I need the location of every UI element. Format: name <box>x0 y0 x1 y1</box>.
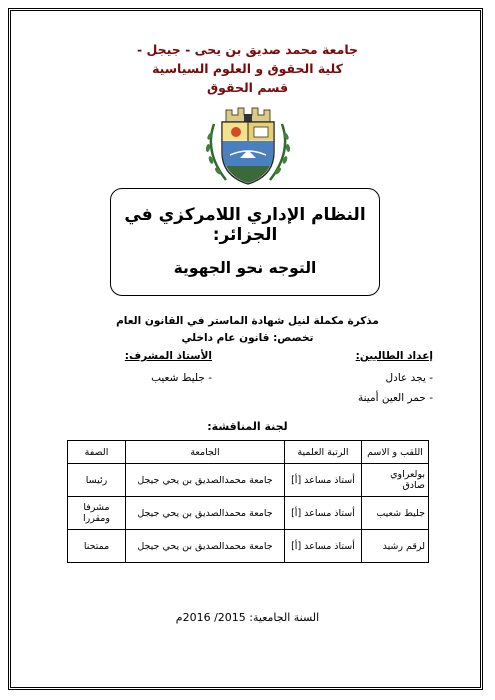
table-row <box>68 464 429 497</box>
memo-degree: مذكرة مكملة لنيل شهادة الماستر في القانون العام <box>116 315 379 327</box>
academic-year: السنة الجامعية: 2015/ 2016م <box>175 611 320 624</box>
thesis-title-box <box>110 188 380 296</box>
col-header-university: الجامعة <box>126 441 285 464</box>
student-name-1: - يجد عادل <box>385 372 433 384</box>
cell-role: ممتحنا <box>68 530 126 563</box>
supervisor-label: الأستاذ المشرف: <box>124 350 212 362</box>
cell-university: جامعة محمدالصديق بن يحي جيجل <box>126 530 285 563</box>
memo-description <box>0 313 495 347</box>
department-name: قسم الحقوق <box>206 80 289 95</box>
col-header-rank: الرتبة العلمية <box>285 441 362 464</box>
cell-rank: أستاذ مساعد [أ] <box>285 497 362 530</box>
cell-name: جليط شعيب <box>362 497 429 530</box>
institution-header <box>0 40 495 97</box>
supervisor-block <box>62 350 212 384</box>
students-block <box>283 350 433 404</box>
student-name-2: - حمر العين أمينة <box>357 392 433 404</box>
students-label: إعداد الطالبين: <box>355 350 433 362</box>
university-name: جامعة محمد صديق بن يحى - جيجل - <box>136 42 359 57</box>
table-row <box>68 497 429 530</box>
committee-table <box>67 440 429 563</box>
supervisor-name: - جليط شعيب <box>151 372 212 384</box>
committee-title: لجنة المناقشة: <box>207 420 288 433</box>
table-header-row <box>68 441 429 464</box>
col-header-name: اللقب و الاسم <box>362 441 429 464</box>
memo-specialty: تخصص: قانون عام داخلي <box>181 332 314 344</box>
cell-role: رئيسا <box>68 464 126 497</box>
thesis-subtitle: التوجه نحو الجهوية <box>173 259 317 277</box>
cell-role: مشرفا ومقررا <box>68 497 126 530</box>
cell-rank: أستاذ مساعد [أ] <box>285 464 362 497</box>
cell-name: بولعراوي صادق <box>362 464 429 497</box>
cell-rank: أستاذ مساعد [أ] <box>285 530 362 563</box>
col-header-role: الصفة <box>68 441 126 464</box>
faculty-name: كلية الحقوق و العلوم السياسية <box>152 61 343 76</box>
cell-university: جامعة محمدالصديق بن يحي جيجل <box>126 497 285 530</box>
table-row <box>68 530 429 563</box>
thesis-title: النظام الإداري اللامركزي في الجزائر: <box>124 205 366 245</box>
cell-university: جامعة محمدالصديق بن يحي جيجل <box>126 464 285 497</box>
cell-name: لرقم رشيد <box>362 530 429 563</box>
university-seal-logo <box>200 100 296 190</box>
